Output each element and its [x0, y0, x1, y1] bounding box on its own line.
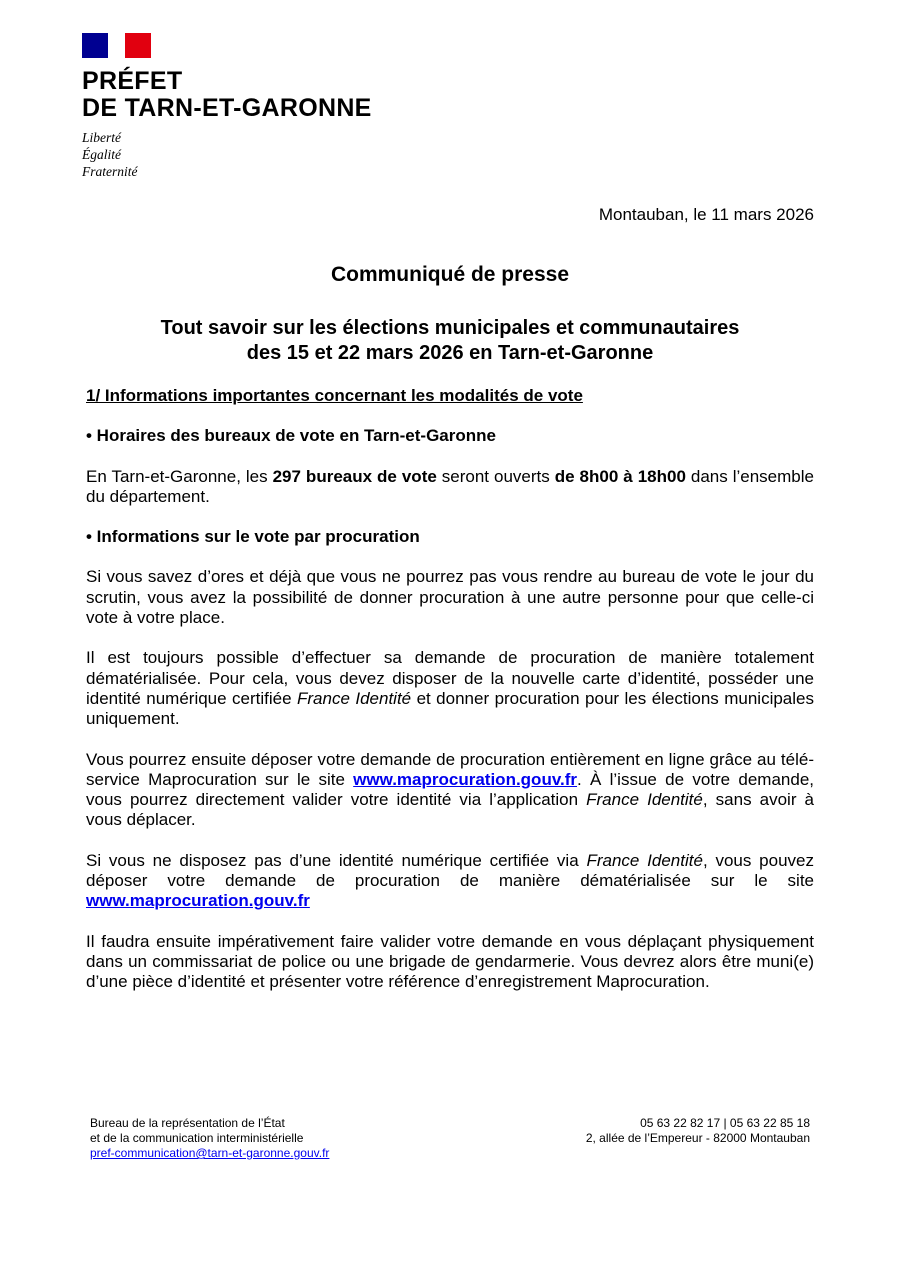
- paragraph-validation: Il faudra ensuite impérativement faire valider votre demande en vous déplaçant physiquement dans un commissariat de police ou une brigade de gendarmerie. Vous devrez alors être muni(e) d’une pièce d’identité et présenter votre référence d’enregistrement Maprocuration.: [86, 931, 814, 992]
- text-italic: France Identité: [297, 688, 412, 708]
- text-italic: France Identité: [586, 850, 703, 870]
- bullet-heading-hours: • Horaires des bureaux de vote en Tarn-et-Garonne: [86, 426, 496, 446]
- motto-egalite: Égalité: [82, 147, 121, 162]
- footer-contact-address: [586, 1116, 810, 1146]
- opening-hours: de 8h00 à 18h00: [554, 466, 686, 486]
- text: et donner procuration pour les élections municipales uniquement.: [86, 688, 814, 729]
- text: Si vous ne disposez pas d’une identité numérique certifiée via: [86, 850, 587, 870]
- text: Il est toujours possible d’effectuer sa demande de procuration de manière totalement dématérialisée. Pour cela, vous devez disposer de la nouvelle carte d’identité, posséder une identité numérique certifiée: [86, 648, 814, 708]
- paragraph-hours: [86, 467, 814, 508]
- paragraph-proxy-intro: Si vous savez d’ores et déjà que vous ne pourrez pas vous rendre au bureau de vote le jour du scrutin, vous avez la possibilité de donner procuration à une autre personne pour que celle-ci vote à votre place.: [86, 567, 814, 628]
- subtitle: [86, 316, 814, 366]
- marianne-flag-icon: [82, 33, 151, 58]
- text: , sans avoir à vous déplacer.: [86, 790, 814, 830]
- subtitle-line1: Tout savoir sur les élections municipales et communautaires: [160, 317, 740, 339]
- institution-line1: PRÉFET: [82, 67, 183, 95]
- page-title: Communiqué de presse: [330, 263, 570, 286]
- date-line: Montauban, le 11 mars 2026: [598, 205, 814, 224]
- footer-contact-office: [90, 1116, 329, 1161]
- bullet-heading-proxy: • Informations sur le vote par procuration: [86, 527, 420, 547]
- motto-liberte: Liberté: [82, 130, 121, 145]
- polling-stations-count: 297 bureaux de vote: [272, 466, 437, 486]
- section-heading: 1/ Informations importantes concernant les modalités de vote: [86, 386, 583, 405]
- footer-office-line1: Bureau de la représentation de l’État: [90, 1116, 285, 1130]
- footer-phones: 05 63 22 82 17 | 05 63 22 85 18: [640, 1116, 810, 1130]
- motto: [82, 129, 372, 180]
- maprocuration-link[interactable]: www.maprocuration.gouv.fr: [353, 769, 578, 789]
- footer-address: 2, allée de l’Empereur - 82000 Montauban: [585, 1131, 810, 1145]
- text: Vous pourrez ensuite déposer votre demande de procuration entièrement en ligne grâce au télé-service Maprocuration sur le site: [86, 749, 814, 789]
- motto-fraternite: Fraternité: [82, 164, 138, 179]
- text: . À l’issue de votre demande, vous pourrez directement valider votre identité via l’application: [86, 769, 814, 810]
- institution-name: [82, 68, 372, 122]
- text-italic: France Identité: [586, 790, 703, 810]
- paragraph-proxy-alt: [86, 851, 814, 912]
- text: seront ouverts: [436, 466, 555, 486]
- prefecture-logo: [82, 33, 372, 180]
- footer-office-line2: et de la communication interministérielle: [90, 1131, 304, 1145]
- paragraph-proxy-online: [86, 750, 814, 831]
- text: , vous pouvez déposer votre demande de procuration de manière dématérialisée sur le site: [86, 850, 814, 891]
- press-release-body: [86, 262, 814, 1013]
- maprocuration-link[interactable]: www.maprocuration.gouv.fr: [86, 891, 310, 911]
- subtitle-line2: des 15 et 22 mars 2026 en Tarn-et-Garonne: [246, 342, 654, 364]
- text: dans l’ensemble du département.: [86, 466, 814, 506]
- footer-email-link[interactable]: pref-communication@tarn-et-garonne.gouv.fr: [90, 1146, 330, 1160]
- text: En Tarn-et-Garonne, les: [86, 466, 273, 486]
- paragraph-proxy-digital: [86, 648, 814, 729]
- institution-line2: DE TARN-ET-GARONNE: [82, 94, 372, 122]
